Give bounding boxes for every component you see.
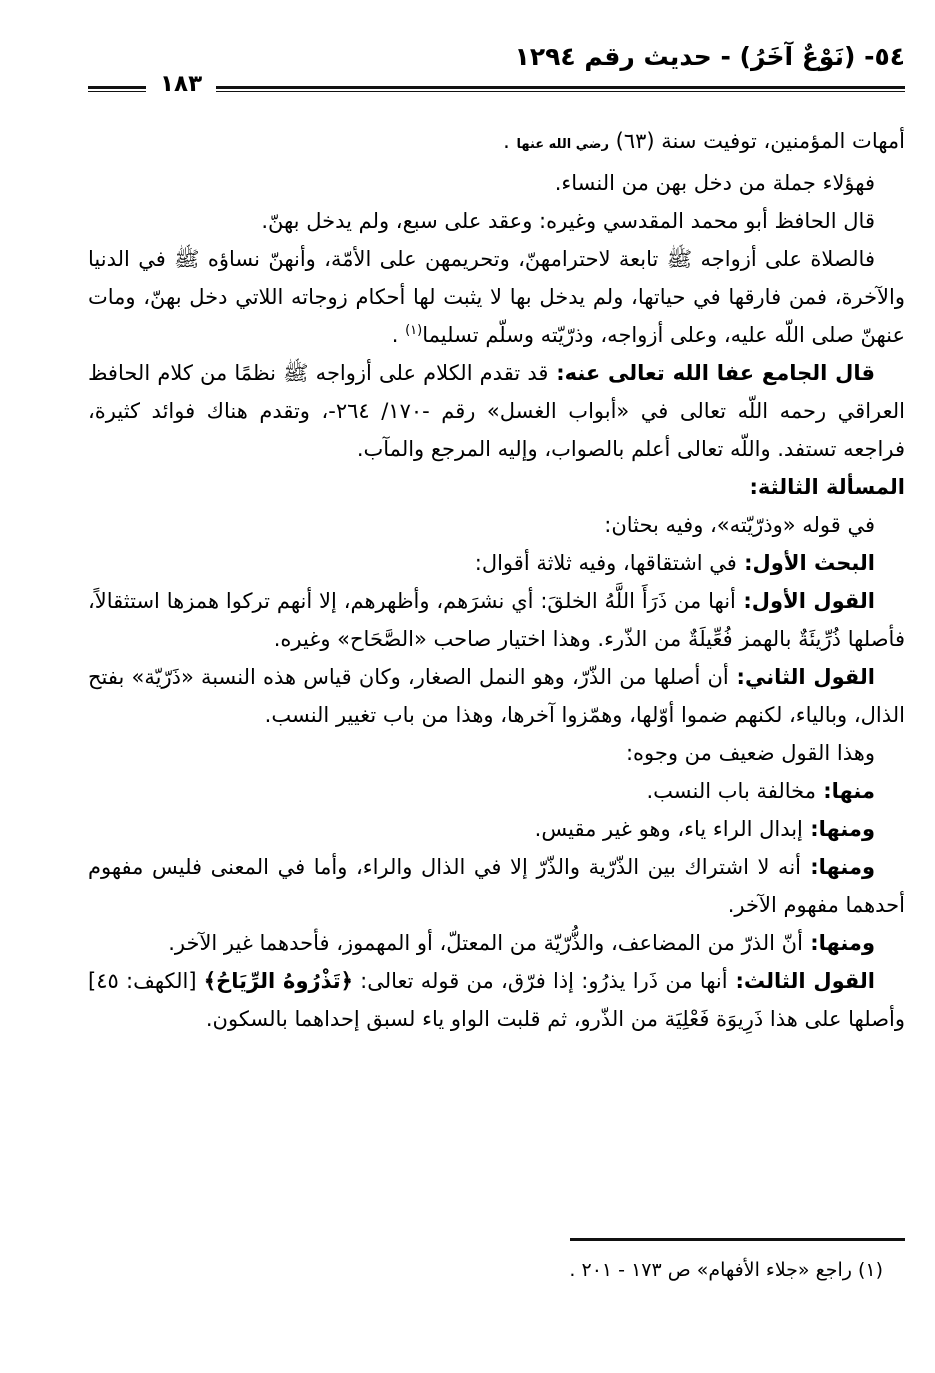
paragraph-text: قد تقدم الكلام على أزواجه ﷺ نظمًا من كلام الحافظ العراقي رحمه اللّه تعالى في «أبواب الغسل» رقم -١٧٠/ ٢٦٤-، وتقدم هناك فوائد كثيرة، فراجعه تستفد. واللّه تعالى أعلم بالصواب، وإليه المرجع والمآب. [88,361,906,461]
page-body [88,122,905,1038]
paragraph [88,164,905,202]
footnote-text: (١) راجع «جلاء الأفهام» ص ١٧٣ - ٢٠١ . [569,1259,883,1281]
paragraph [88,772,905,810]
header-rule-short [88,86,146,92]
paragraph [88,734,905,772]
header-rule-row [88,71,905,100]
page-number: ١٨٣ [160,71,203,97]
paragraph-text: أن أصلها من الذّرّ، وهو النمل الصغار، وكان قياس هذه النسبة «ذَرّيّة» بفتح الذال، وبالياء، لكنهم ضموا أوّلها، وهمّزوا آخرها، وهذا من باب تغيير النسب. [88,665,905,727]
paragraph-text: قال الحافظ أبو محمد المقدسي وغيره: وعقد على سبع، ولم يدخل بهنّ. [261,209,875,233]
paragraph [88,962,905,1038]
paragraph-text: أنّ الذرّ من المضاعف، والذُّرّيّة من المعتلّ، أو المهموز، فأحدهما غير الآخر. [168,931,803,955]
paragraph-lead: ومنها: [802,817,875,841]
paragraph-tail: . [503,129,517,153]
paragraph-text: أنه لا اشتراك بين الذّرّية والذّرّ إلا في الذال والراء، وأما في المعنى فليس مفهوم أحدهما مفهوم الآخر. [88,855,905,917]
chapter-title: ٥٤- (نَوْعٌ آخَرُ) - حديث رقم ١٢٩٤ [514,42,905,71]
paragraph [88,658,905,734]
paragraph [88,810,905,848]
paragraph-lead: ومنها: [802,931,875,955]
footnote-section [88,1238,905,1281]
paragraph-text: وهذا القول ضعيف من وجوه: [625,741,875,765]
paragraph-text: فهؤلاء جملة من دخل بهن من النساء. [554,171,875,195]
footnote-marker: (١) [405,323,423,338]
footnote-divider [570,1238,905,1241]
header-rule [216,86,905,92]
paragraph-tail: . [391,323,406,347]
paragraph [88,582,905,658]
paragraph-lead: منها: [815,779,875,803]
paragraph-text: أنها من ذَرا يذرُو: إذا فرّق، من قوله تعالى: [352,969,728,993]
paragraph-lead: القول الأول: [735,589,875,613]
quran-verse: ﴿تَذْرُوهُ الرِّيَاحُ﴾ [203,969,353,993]
paragraph [88,122,905,164]
paragraph-lead: القول الثالث: [727,969,875,993]
paragraph-lead: قال الجامع عفا الله تعالى عنه: [548,361,876,385]
paragraph-text: فالصلاة على أزواجه ﷺ تابعة لاحترامهنّ، وتحريمهن على الأمّة، وأنهنّ نساؤه ﷺ في الدنيا والآخرة، فمن فارقها في حياتها، ولم يدخل بها لا يثبت لها أحكام زوجاته اللاتي دخل بهنّ، ومات عنهنّ صلى اللّه عليه، وعلى أزواجه، وذرّيّته وسلّم تسليما [88,247,905,347]
paragraph [88,202,905,240]
paragraph-lead: القول الثاني: [728,665,875,689]
paragraph-text: أمهات المؤمنين، توفيت سنة (٦٣) [608,129,905,153]
paragraph-text: مخالفة باب النسب. [646,779,816,803]
paragraph-text: إبدال الراء ياء، وهو غير مقيس. [534,817,803,841]
paragraph-lead: المسألة الثالثة: [749,475,905,499]
section-heading [88,468,905,506]
honorific-seal: رضي الله عنها [516,137,609,152]
paragraph [88,354,905,468]
paragraph [88,848,905,924]
paragraph-text: في قوله «وذرّيّته»، وفيه بحثان: [604,513,875,537]
paragraph-lead: ومنها: [801,855,875,879]
paragraph [88,544,905,582]
paragraph-lead: البحث الأول: [736,551,875,575]
paragraph-text: أنها من ذَرَأَ اللَّهُ الخلقَ: أي نشرَهم، وأظهرهم، إلا أنهم تركوا همزها استثقالاً، فأصلها ذُرِّيئَةٌ بالهمز فُعِّيلَةٌ من الذّرء. وهذا اختيار صاحب «الصَّحَاح» وغيره. [88,589,905,651]
paragraph-text: في اشتقاقها، وفيه ثلاثة أقوال: [474,551,737,575]
paragraph-tail: [الكهف: ٤٥] وأصلها على هذا ذَرِيوَة فَعْلِيَة من الذّرو، ثم قلبت الواو ياء لسبق إحداهما بالسكون. [88,969,905,1031]
paragraph [88,924,905,962]
paragraph [88,240,905,354]
paragraph [88,506,905,544]
page-header [88,42,905,100]
